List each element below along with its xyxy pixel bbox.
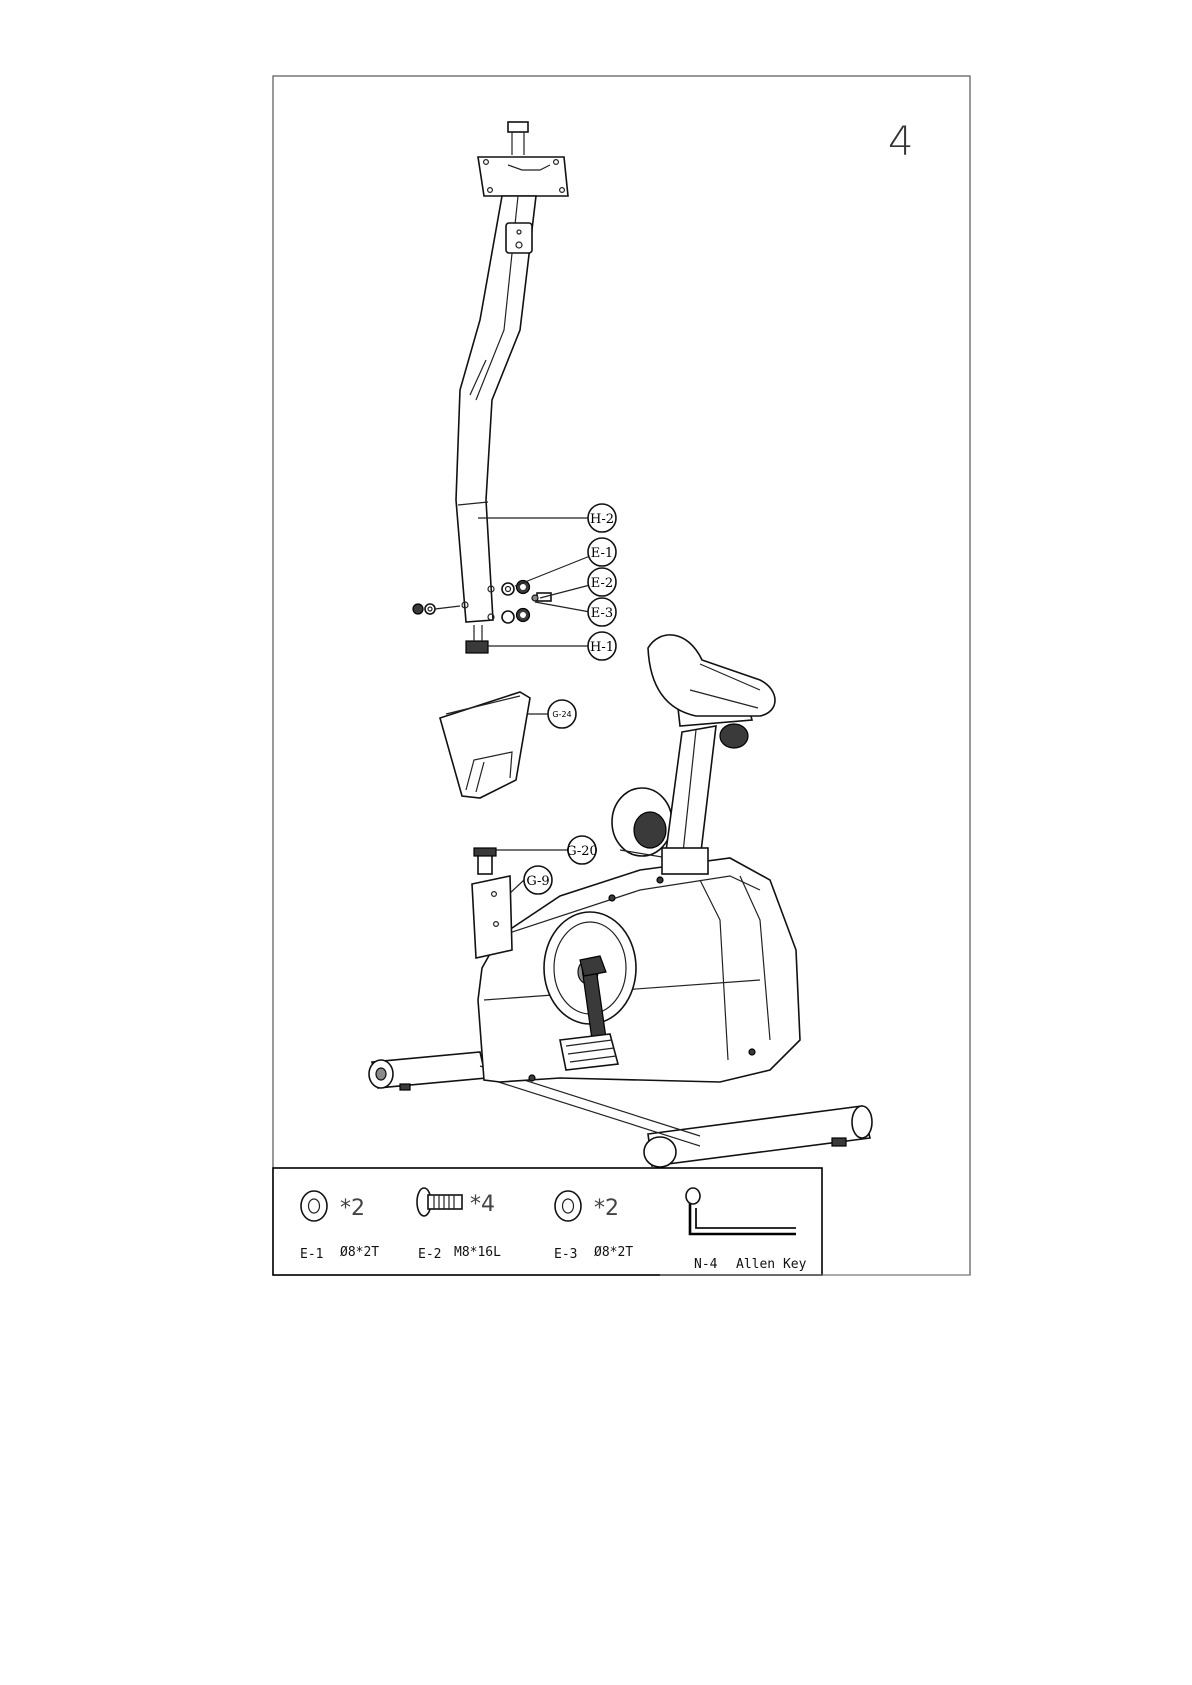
callout-g9 bbox=[524, 866, 552, 894]
post-fasteners-right bbox=[502, 581, 551, 624]
svg-text:Ø8*2T: Ø8*2T bbox=[340, 1245, 380, 1260]
svg-text:E-1: E-1 bbox=[300, 1247, 324, 1262]
svg-text:E-3: E-3 bbox=[590, 606, 614, 621]
svg-text:Allen Key: Allen Key bbox=[736, 1257, 807, 1272]
svg-text:*4: *4 bbox=[470, 1192, 495, 1217]
callout-e3 bbox=[588, 598, 616, 626]
callout-e1 bbox=[588, 538, 616, 566]
svg-text:E-2: E-2 bbox=[418, 1247, 442, 1262]
svg-text:H-1: H-1 bbox=[589, 640, 615, 655]
svg-text:G-20: G-20 bbox=[566, 844, 598, 859]
post-cover bbox=[440, 692, 530, 798]
svg-text:M8*16L: M8*16L bbox=[454, 1245, 501, 1260]
svg-text:G-24: G-24 bbox=[552, 710, 572, 719]
step-number: 4 bbox=[888, 119, 914, 165]
callout-h2 bbox=[588, 504, 616, 532]
callout-g24 bbox=[548, 700, 576, 728]
svg-text:N-4: N-4 bbox=[694, 1257, 718, 1272]
svg-text:H-2: H-2 bbox=[589, 512, 615, 527]
svg-text:E-2: E-2 bbox=[590, 576, 614, 591]
svg-text:*2: *2 bbox=[340, 1196, 365, 1221]
hardware-panel bbox=[273, 1168, 970, 1275]
svg-text:Ø8*2T: Ø8*2T bbox=[594, 1245, 634, 1260]
callout-h1 bbox=[588, 632, 616, 660]
svg-text:*2: *2 bbox=[594, 1196, 619, 1221]
callout-e2 bbox=[588, 568, 616, 596]
washer-icon bbox=[301, 1191, 327, 1221]
handlebar-post bbox=[456, 122, 568, 653]
diagram-frame bbox=[273, 76, 970, 1275]
washer-icon bbox=[555, 1191, 581, 1221]
post-fasteners-left bbox=[413, 604, 460, 614]
bike-frame bbox=[369, 635, 872, 1167]
svg-text:E-1: E-1 bbox=[590, 546, 614, 561]
svg-text:G-9: G-9 bbox=[526, 874, 550, 889]
svg-text:E-3: E-3 bbox=[554, 1247, 578, 1262]
callout-g20 bbox=[566, 836, 598, 864]
